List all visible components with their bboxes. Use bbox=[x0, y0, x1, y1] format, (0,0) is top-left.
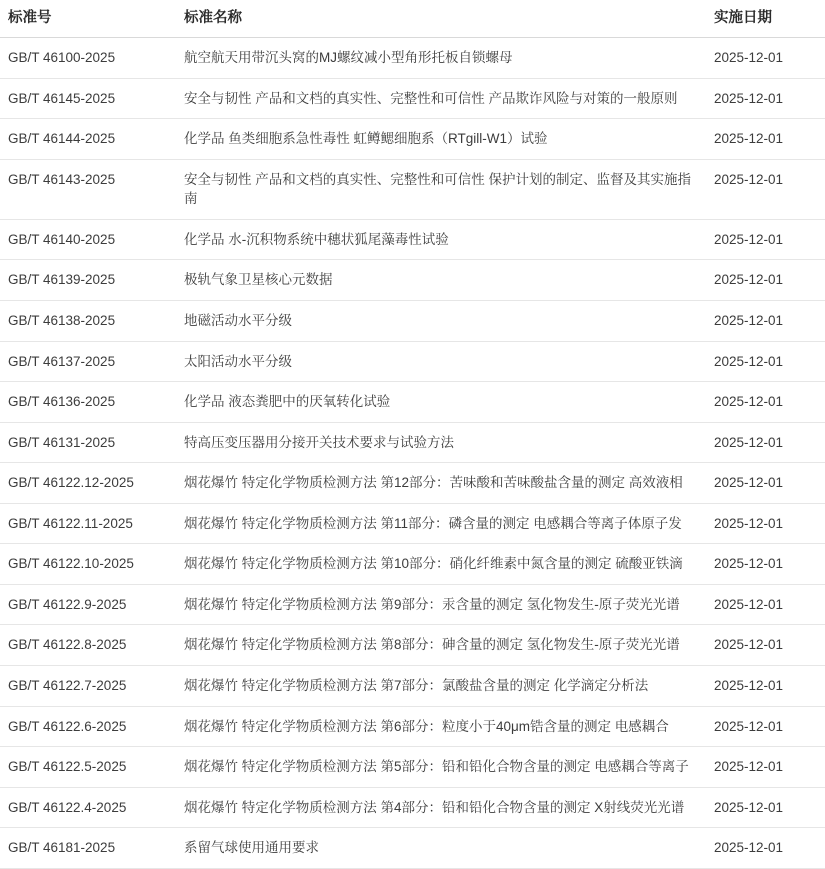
standard-code[interactable]: GB/T 46145-2025 bbox=[0, 78, 176, 119]
standard-code[interactable]: GB/T 46122.4-2025 bbox=[0, 787, 176, 828]
table-row[interactable] bbox=[0, 666, 825, 707]
standard-code[interactable]: GB/T 46100-2025 bbox=[0, 38, 176, 79]
standard-name[interactable]: 极轨气象卫星核心元数据 bbox=[176, 260, 706, 301]
table-row[interactable] bbox=[0, 787, 825, 828]
standard-name[interactable]: 特高压变压器用分接开关技术要求与试验方法 bbox=[176, 422, 706, 463]
implementation-date: 2025-12-01 bbox=[706, 828, 825, 869]
standard-code[interactable]: GB/T 46138-2025 bbox=[0, 300, 176, 341]
table-row[interactable] bbox=[0, 747, 825, 788]
implementation-date: 2025-12-01 bbox=[706, 503, 825, 544]
standard-name[interactable]: 烟花爆竹 特定化学物质检测方法 第6部分：粒度小于40μm锆含量的测定 电感耦合 bbox=[176, 706, 706, 747]
table-body bbox=[0, 38, 825, 869]
standard-name[interactable]: 烟花爆竹 特定化学物质检测方法 第10部分：硝化纤维素中氮含量的测定 硫酸亚铁滴 bbox=[176, 544, 706, 585]
standard-code[interactable]: GB/T 46144-2025 bbox=[0, 119, 176, 160]
table-row[interactable] bbox=[0, 828, 825, 869]
implementation-date: 2025-12-01 bbox=[706, 747, 825, 788]
header-row bbox=[0, 0, 825, 38]
standard-code[interactable]: GB/T 46122.6-2025 bbox=[0, 706, 176, 747]
standard-name[interactable]: 化学品 液态粪肥中的厌氧转化试验 bbox=[176, 382, 706, 423]
implementation-date: 2025-12-01 bbox=[706, 260, 825, 301]
standard-name[interactable]: 烟花爆竹 特定化学物质检测方法 第12部分：苦味酸和苦味酸盐含量的测定 高效液相 bbox=[176, 463, 706, 504]
implementation-date: 2025-12-01 bbox=[706, 119, 825, 160]
standard-code[interactable]: GB/T 46136-2025 bbox=[0, 382, 176, 423]
implementation-date: 2025-12-01 bbox=[706, 159, 825, 219]
table-row[interactable] bbox=[0, 341, 825, 382]
standard-name[interactable]: 太阳活动水平分级 bbox=[176, 341, 706, 382]
implementation-date: 2025-12-01 bbox=[706, 422, 825, 463]
table-row[interactable] bbox=[0, 422, 825, 463]
standard-code[interactable]: GB/T 46122.10-2025 bbox=[0, 544, 176, 585]
standard-name[interactable]: 系留气球使用通用要求 bbox=[176, 828, 706, 869]
column-header-name: 标准名称 bbox=[176, 0, 706, 38]
standard-code[interactable]: GB/T 46122.12-2025 bbox=[0, 463, 176, 504]
table-row[interactable] bbox=[0, 625, 825, 666]
standard-name[interactable]: 烟花爆竹 特定化学物质检测方法 第8部分：砷含量的测定 氢化物发生-原子荧光光谱 bbox=[176, 625, 706, 666]
implementation-date: 2025-12-01 bbox=[706, 666, 825, 707]
implementation-date: 2025-12-01 bbox=[706, 300, 825, 341]
standard-code[interactable]: GB/T 46122.8-2025 bbox=[0, 625, 176, 666]
standard-code[interactable]: GB/T 46131-2025 bbox=[0, 422, 176, 463]
implementation-date: 2025-12-01 bbox=[706, 463, 825, 504]
table-row[interactable] bbox=[0, 300, 825, 341]
standard-code[interactable]: GB/T 46140-2025 bbox=[0, 219, 176, 260]
standard-code[interactable]: GB/T 46122.7-2025 bbox=[0, 666, 176, 707]
standard-name[interactable]: 烟花爆竹 特定化学物质检测方法 第9部分：汞含量的测定 氢化物发生-原子荧光光谱 bbox=[176, 584, 706, 625]
standard-code[interactable]: GB/T 46181-2025 bbox=[0, 828, 176, 869]
standard-code[interactable]: GB/T 46137-2025 bbox=[0, 341, 176, 382]
standard-name[interactable]: 烟花爆竹 特定化学物质检测方法 第4部分：铅和铅化合物含量的测定 X射线荧光光谱 bbox=[176, 787, 706, 828]
implementation-date: 2025-12-01 bbox=[706, 787, 825, 828]
table-row[interactable] bbox=[0, 706, 825, 747]
table-row[interactable] bbox=[0, 463, 825, 504]
table-row[interactable] bbox=[0, 382, 825, 423]
table-row[interactable] bbox=[0, 38, 825, 79]
standard-name[interactable]: 安全与韧性 产品和文档的真实性、完整性和可信性 产品欺诈风险与对策的一般原则 bbox=[176, 78, 706, 119]
standard-code[interactable]: GB/T 46139-2025 bbox=[0, 260, 176, 301]
column-header-code: 标准号 bbox=[0, 0, 176, 38]
implementation-date: 2025-12-01 bbox=[706, 584, 825, 625]
table-row[interactable] bbox=[0, 159, 825, 219]
standard-code[interactable]: GB/T 46143-2025 bbox=[0, 159, 176, 219]
table-row[interactable] bbox=[0, 584, 825, 625]
standard-name[interactable]: 航空航天用带沉头窝的MJ螺纹减小型角形托板自锁螺母 bbox=[176, 38, 706, 79]
implementation-date: 2025-12-01 bbox=[706, 341, 825, 382]
standard-name[interactable]: 烟花爆竹 特定化学物质检测方法 第7部分：氯酸盐含量的测定 化学滴定分析法 bbox=[176, 666, 706, 707]
implementation-date: 2025-12-01 bbox=[706, 78, 825, 119]
implementation-date: 2025-12-01 bbox=[706, 382, 825, 423]
standard-code[interactable]: GB/T 46122.5-2025 bbox=[0, 747, 176, 788]
table-row[interactable] bbox=[0, 219, 825, 260]
table-row[interactable] bbox=[0, 544, 825, 585]
standard-code[interactable]: GB/T 46122.11-2025 bbox=[0, 503, 176, 544]
standard-name[interactable]: 烟花爆竹 特定化学物质检测方法 第11部分：磷含量的测定 电感耦合等离子体原子发 bbox=[176, 503, 706, 544]
table-row[interactable] bbox=[0, 503, 825, 544]
table-row[interactable] bbox=[0, 119, 825, 160]
implementation-date: 2025-12-01 bbox=[706, 625, 825, 666]
column-header-date: 实施日期 bbox=[706, 0, 825, 38]
standard-name[interactable]: 化学品 鱼类细胞系急性毒性 虹鳟鳃细胞系（RTgill-W1）试验 bbox=[176, 119, 706, 160]
table-header bbox=[0, 0, 825, 38]
table-row[interactable] bbox=[0, 260, 825, 301]
implementation-date: 2025-12-01 bbox=[706, 38, 825, 79]
standard-name[interactable]: 安全与韧性 产品和文档的真实性、完整性和可信性 保护计划的制定、监督及其实施指南 bbox=[176, 159, 706, 219]
implementation-date: 2025-12-01 bbox=[706, 219, 825, 260]
table-row[interactable] bbox=[0, 78, 825, 119]
implementation-date: 2025-12-01 bbox=[706, 544, 825, 585]
implementation-date: 2025-12-01 bbox=[706, 706, 825, 747]
standard-name[interactable]: 化学品 水-沉积物系统中穗状狐尾藻毒性试验 bbox=[176, 219, 706, 260]
standard-name[interactable]: 烟花爆竹 特定化学物质检测方法 第5部分：铅和铅化合物含量的测定 电感耦合等离子 bbox=[176, 747, 706, 788]
standard-code[interactable]: GB/T 46122.9-2025 bbox=[0, 584, 176, 625]
standard-name[interactable]: 地磁活动水平分级 bbox=[176, 300, 706, 341]
